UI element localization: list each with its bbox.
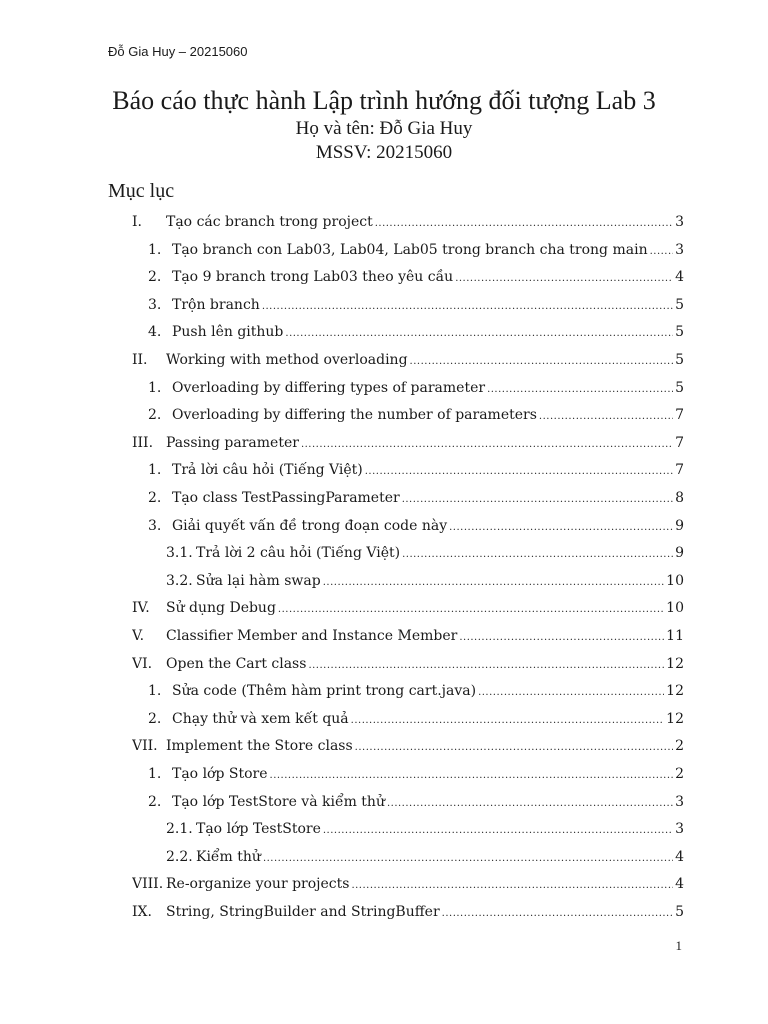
toc-entry-title: Tạo branch con Lab03, Lab04, Lab05 trong branch cha trong main [172, 241, 648, 258]
toc-leader-dots [387, 792, 673, 814]
toc-leader-dots [323, 571, 664, 593]
toc-entry-title: Tạo class TestPassingParameter [172, 490, 400, 506]
toc-leader-dots [539, 405, 673, 427]
toc-leader-dots [478, 681, 664, 703]
toc-entry-number: 2. [148, 490, 162, 506]
toc-entry-title: Tạo các branch trong project [166, 214, 373, 230]
toc-leader-dots [459, 626, 664, 648]
toc-entry-title: Tạo lớp TestStore và kiểm thử [172, 793, 385, 810]
toc-entry-number: 3. [148, 517, 162, 534]
toc-entry-number: 4. [148, 324, 162, 341]
toc-entry-title: Giải quyết vấn đề trong đoạn code này [172, 517, 448, 534]
running-header: Đỗ Gia Huy – 20215060 [108, 44, 248, 59]
author-name: Họ và tên: Đỗ Gia Huy [295, 118, 473, 139]
toc-entry-title: Tạo 9 branch trong Lab03 theo yêu cầu [172, 269, 454, 286]
toc-entry[interactable] [166, 569, 684, 593]
toc-entry[interactable] [166, 541, 684, 565]
toc-entry-title: Re-organize your projects [166, 876, 350, 893]
toc-entry-title: Push lên github [172, 324, 284, 341]
toc-entry-title: Open the Cart class [166, 655, 307, 672]
toc-entry-page: 3 [675, 793, 684, 810]
toc-entry-number: 1. [148, 241, 162, 258]
toc-entry-number: V. [132, 628, 145, 644]
toc-entry-number: VIII. [132, 876, 164, 893]
toc-entry[interactable] [148, 762, 684, 786]
toc-entry-title: Sử dụng Debug [166, 600, 276, 617]
student-id: MSSV: 20215060 [315, 142, 453, 163]
page-number: 1 [675, 938, 682, 953]
toc-leader-dots [487, 378, 673, 400]
toc-entry-number: 3.1. [166, 545, 193, 562]
toc-entry-number: 1. [148, 462, 162, 479]
toc-entry-number: 1. [148, 683, 162, 700]
toc-entry-title: Sửa code (Thêm hàm print trong cart.java) [172, 683, 477, 700]
toc-entry-title: Trộn branch [172, 296, 260, 313]
toc-entry-number: IV. [132, 600, 150, 617]
toc-leader-dots [262, 295, 673, 317]
toc-entry[interactable] [166, 817, 684, 841]
toc-entry[interactable] [148, 514, 684, 538]
page-title: Báo cáo thực hành Lập trình hướng đối tượng Lab 3 [112, 86, 656, 115]
toc-entry-number: 3.2. [166, 572, 193, 589]
toc-entry[interactable] [132, 431, 684, 455]
toc-entry-page: 12 [666, 710, 684, 727]
toc-entry-number: IX. [132, 904, 152, 920]
toc-entry[interactable] [148, 238, 684, 262]
toc-leader-dots [375, 212, 673, 234]
toc-entry-page: 7 [675, 434, 684, 451]
toc-entry-number: 2. [148, 407, 162, 424]
toc-entry[interactable] [148, 293, 684, 317]
toc-entry-title: Tạo lớp Store [172, 766, 268, 782]
toc-entry-page: 10 [666, 572, 684, 589]
toc-entry[interactable] [132, 900, 684, 924]
toc-entry-title: Working with method overloading [166, 352, 408, 368]
toc-entry-title: Kiểm thử [196, 848, 261, 865]
toc-entry-number: 2.1. [166, 821, 193, 838]
toc-entry-page: 4 [675, 848, 684, 865]
toc-entry-page: 9 [675, 517, 684, 534]
toc-entry-page: 7 [675, 462, 684, 479]
toc-entry-page: 12 [666, 683, 684, 700]
toc-leader-dots [301, 433, 673, 455]
toc-leader-dots [308, 654, 664, 676]
toc-entry-number: 2. [148, 269, 162, 286]
toc-entry[interactable] [132, 652, 684, 676]
toc-entry-page: 2 [675, 766, 684, 782]
toc-entry-title: Implement the Store class [166, 738, 353, 755]
toc-entry-title: Passing parameter [166, 434, 299, 451]
toc-entry[interactable] [148, 679, 684, 703]
toc-entry-number: III. [132, 434, 154, 451]
toc-entry-number: 2. [148, 793, 162, 810]
toc-entry[interactable] [148, 458, 684, 482]
toc-entry-page: 12 [666, 655, 684, 672]
toc-entry-page: 5 [675, 324, 684, 341]
toc-entry[interactable] [148, 403, 684, 427]
toc-entry-title: Trả lời 2 câu hỏi (Tiếng Việt) [196, 545, 401, 562]
toc-entry[interactable] [148, 790, 684, 814]
toc-entry-number: VII. [132, 738, 158, 755]
toc-entry-page: 8 [675, 490, 684, 506]
toc-entry-number: 1. [148, 379, 162, 396]
toc-entry-page: 3 [675, 821, 684, 838]
toc-leader-dots [449, 516, 673, 538]
toc-entry-number: 2.2. [166, 848, 193, 865]
toc-entry-number: I. [132, 214, 142, 230]
toc-entry[interactable] [148, 265, 684, 289]
toc-leader-dots [270, 764, 674, 786]
toc-leader-dots [402, 488, 673, 510]
toc-entry-number: VI. [132, 655, 153, 672]
toc-entry[interactable] [148, 486, 684, 510]
toc-entry[interactable] [132, 872, 684, 896]
toc-leader-dots [351, 874, 673, 896]
toc-entry-number: 3. [148, 296, 162, 313]
toc-entry-title: Overloading by differing the number of parameters [172, 407, 537, 424]
toc-entry[interactable] [166, 845, 684, 869]
toc-entry[interactable] [132, 734, 684, 758]
toc-entry-page: 5 [675, 352, 684, 368]
toc-entry-number: 1. [148, 766, 162, 782]
toc-entry-number: 2. [148, 710, 162, 727]
toc-entry-page: 7 [675, 407, 684, 424]
toc-entry-page: 9 [675, 545, 684, 562]
toc-entry-title: Chạy thử và xem kết quả [172, 710, 349, 727]
toc-leader-dots [285, 322, 673, 344]
toc-entry-page: 5 [675, 904, 684, 920]
toc-entry[interactable] [148, 707, 684, 731]
toc-entry[interactable] [132, 210, 684, 234]
toc-entry-number: II. [132, 352, 148, 368]
toc-entry-page: 3 [675, 214, 684, 230]
toc-entry-page: 10 [666, 600, 684, 617]
toc-entry-title: Tạo lớp TestStore [196, 821, 321, 838]
toc-leader-dots [410, 350, 674, 372]
toc-entry[interactable] [132, 348, 684, 372]
toc-entry-page: 5 [675, 296, 684, 313]
toc-entry-title: Sửa lại hàm swap [196, 572, 321, 589]
toc-leader-dots [402, 543, 673, 565]
toc-entry-page: 11 [666, 628, 684, 644]
toc-leader-dots [365, 460, 673, 482]
toc-leader-dots [351, 709, 665, 731]
toc-heading: Mục lục [108, 180, 175, 202]
toc-entry-page: 3 [675, 241, 684, 258]
toc-leader-dots [323, 819, 673, 841]
toc-entry[interactable] [148, 376, 684, 400]
toc-leader-dots [650, 240, 673, 262]
toc-entry-title: String, StringBuilder and StringBuffer [166, 904, 440, 920]
toc-entry[interactable] [132, 596, 684, 620]
toc-entry[interactable] [132, 624, 684, 648]
toc-entry-page: 4 [675, 876, 684, 893]
toc-leader-dots [442, 902, 673, 924]
toc-entry[interactable] [148, 320, 684, 344]
toc-entry-title: Overloading by differing types of parameter [172, 379, 486, 396]
toc-entry-page: 5 [675, 379, 684, 396]
toc-leader-dots [278, 598, 664, 620]
toc-leader-dots [263, 847, 673, 869]
toc-leader-dots [455, 267, 673, 289]
toc-entry-title: Classifier Member and Instance Member [166, 628, 458, 644]
toc-entry-title: Trả lời câu hỏi (Tiếng Việt) [172, 462, 363, 479]
toc-entry-page: 4 [675, 269, 684, 286]
toc-leader-dots [355, 736, 673, 758]
toc-entry-page: 2 [675, 738, 684, 755]
